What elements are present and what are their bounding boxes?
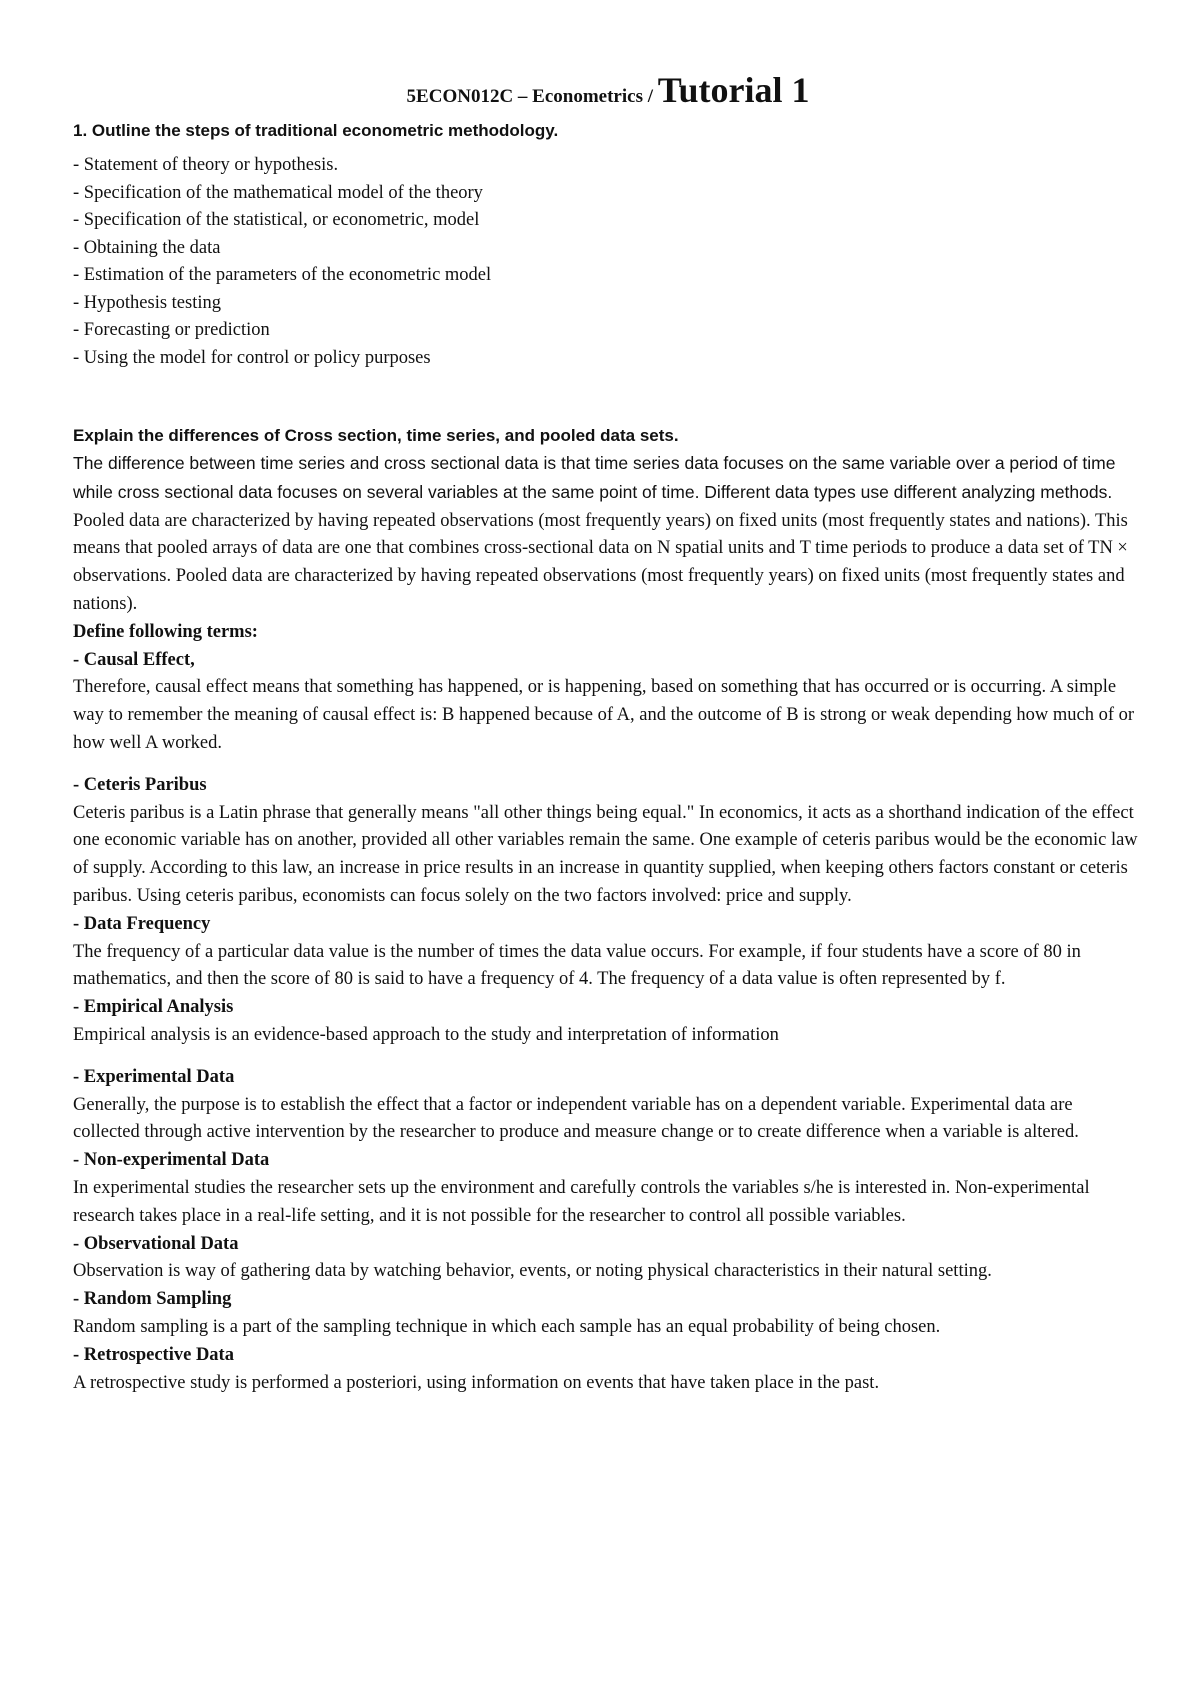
- definition-term: - Retrospective Data: [73, 1344, 234, 1365]
- methodology-step: - Statement of theory or hypothesis.: [73, 155, 339, 175]
- definition-text: Observation is way of gathering data by watching behavior, events, or noting physical characteristics in their natural setting.: [73, 1261, 992, 1282]
- methodology-steps-list: [73, 152, 1143, 372]
- definitions-heading: Define following terms:: [73, 621, 258, 642]
- definition-term: - Random Sampling: [73, 1289, 232, 1310]
- definition-text: Generally, the purpose is to establish the effect that a factor or independent variable has on a dependent variable. Experimental data are collected through active intervention by the researcher to produce and measure change or to create difference when a variable is altered.: [73, 1094, 1079, 1143]
- definition-random-sampling: [73, 1286, 1143, 1342]
- methodology-step: - Specification of the mathematical model of the theory: [73, 182, 483, 203]
- definition-term: - Empirical Analysis: [73, 997, 234, 1018]
- tutorial-label: Tutorial 1: [657, 70, 810, 110]
- definition-text: Therefore, causal effect means that something has happened, or is happening, based on something that has occurred or is occurring. A simple way to remember the meaning of causal effect is: B happened because of A, and the outcome of B is strong or weak depending how much of or how well A worked.: [73, 677, 1135, 753]
- answer-part-sans: The difference between time series and cross sectional data is that time series data focuses on the same variable over a period of time while cross sectional data focuses on several variables at the same point of time. Different data types use different analyzing methods.: [73, 453, 1116, 502]
- methodology-step: - Estimation of the parameters of the econometric model: [73, 265, 492, 285]
- definition-term: - Observational Data: [73, 1233, 239, 1254]
- section-spacer: [73, 372, 1143, 422]
- definition-retrospective-data: [73, 1342, 1143, 1398]
- definition-observational-data: [73, 1231, 1143, 1287]
- definition-data-frequency: [73, 911, 1143, 994]
- definition-text: In experimental studies the researcher sets up the environment and carefully controls the variables s/he is interested in. Non-experimental research takes place in a real-life setting, and it is not possible for the researcher to control all possible variables.: [73, 1177, 1090, 1226]
- definition-text: A retrospective study is performed a posteriori, using information on events that have taken place in the past.: [73, 1372, 880, 1393]
- definition-term: - Data Frequency: [73, 913, 211, 934]
- definition-empirical-analysis: [73, 994, 1143, 1050]
- definition-experimental-data: [73, 1064, 1143, 1147]
- definition-text: The frequency of a particular data value is the number of times the data value occurs. For example, if four students have a score of 80 in mathematics, and then the score of 80 is said to have a frequency of 4. The frequency of a data value is often represented by f.: [73, 941, 1081, 990]
- methodology-step: - Obtaining the data: [73, 237, 221, 258]
- methodology-step: - Hypothesis testing: [73, 292, 221, 313]
- definition-term: - Non-experimental Data: [73, 1150, 270, 1171]
- document-page: [73, 70, 1143, 1397]
- definition-term: - Ceteris Paribus: [73, 774, 207, 795]
- answer-part-serif: Pooled data are characterized by having repeated observations (most frequently years) on fixed units (most frequently states and nations). This means that pooled arrays of data are one that combines cross-sectional data on N spatial units and T time periods to produce a data set of TN × observations. Pooled data are characterized by having repeated observations (most frequently years) on fixed units (most frequently states and nations).: [73, 510, 1128, 614]
- definition-ceteris-paribus: [73, 772, 1143, 911]
- definition-term: - Causal Effect,: [73, 649, 195, 670]
- definition-text: Random sampling is a part of the sampling technique in which each sample has an equal probability of being chosen.: [73, 1316, 941, 1337]
- definition-non-experimental-data: [73, 1147, 1143, 1230]
- definition-term: - Experimental Data: [73, 1066, 235, 1087]
- definition-text: Empirical analysis is an evidence-based approach to the study and interpretation of information: [73, 1024, 779, 1045]
- definition-causal-effect: [73, 647, 1143, 758]
- document-title: [73, 70, 1143, 110]
- question-2-heading: Explain the differences of Cross section, time series, and pooled data sets.: [73, 426, 679, 445]
- question-1-heading: 1. Outline the steps of traditional econometric methodology.: [73, 121, 559, 140]
- methodology-step: - Using the model for control or policy purposes: [73, 347, 431, 368]
- course-code: 5ECON012C – Econometrics /: [406, 86, 658, 107]
- definition-text: Ceteris paribus is a Latin phrase that generally means "all other things being equal." In economics, it acts as a shorthand indication of the effect one economic variable has on another, provided all other variables remain the same. One example of ceteris paribus would be the economic law of supply. According to this law, an increase in price results in an increase in quantity supplied, when keeping others factors constant or ceteris paribus. Using ceteris paribus, economists can focus solely on the two factors involved: price and supply.: [73, 802, 1138, 906]
- methodology-step: - Specification of the statistical, or econometric, model: [73, 210, 480, 230]
- question-2-answer: [73, 450, 1143, 619]
- methodology-step: - Forecasting or prediction: [73, 320, 270, 340]
